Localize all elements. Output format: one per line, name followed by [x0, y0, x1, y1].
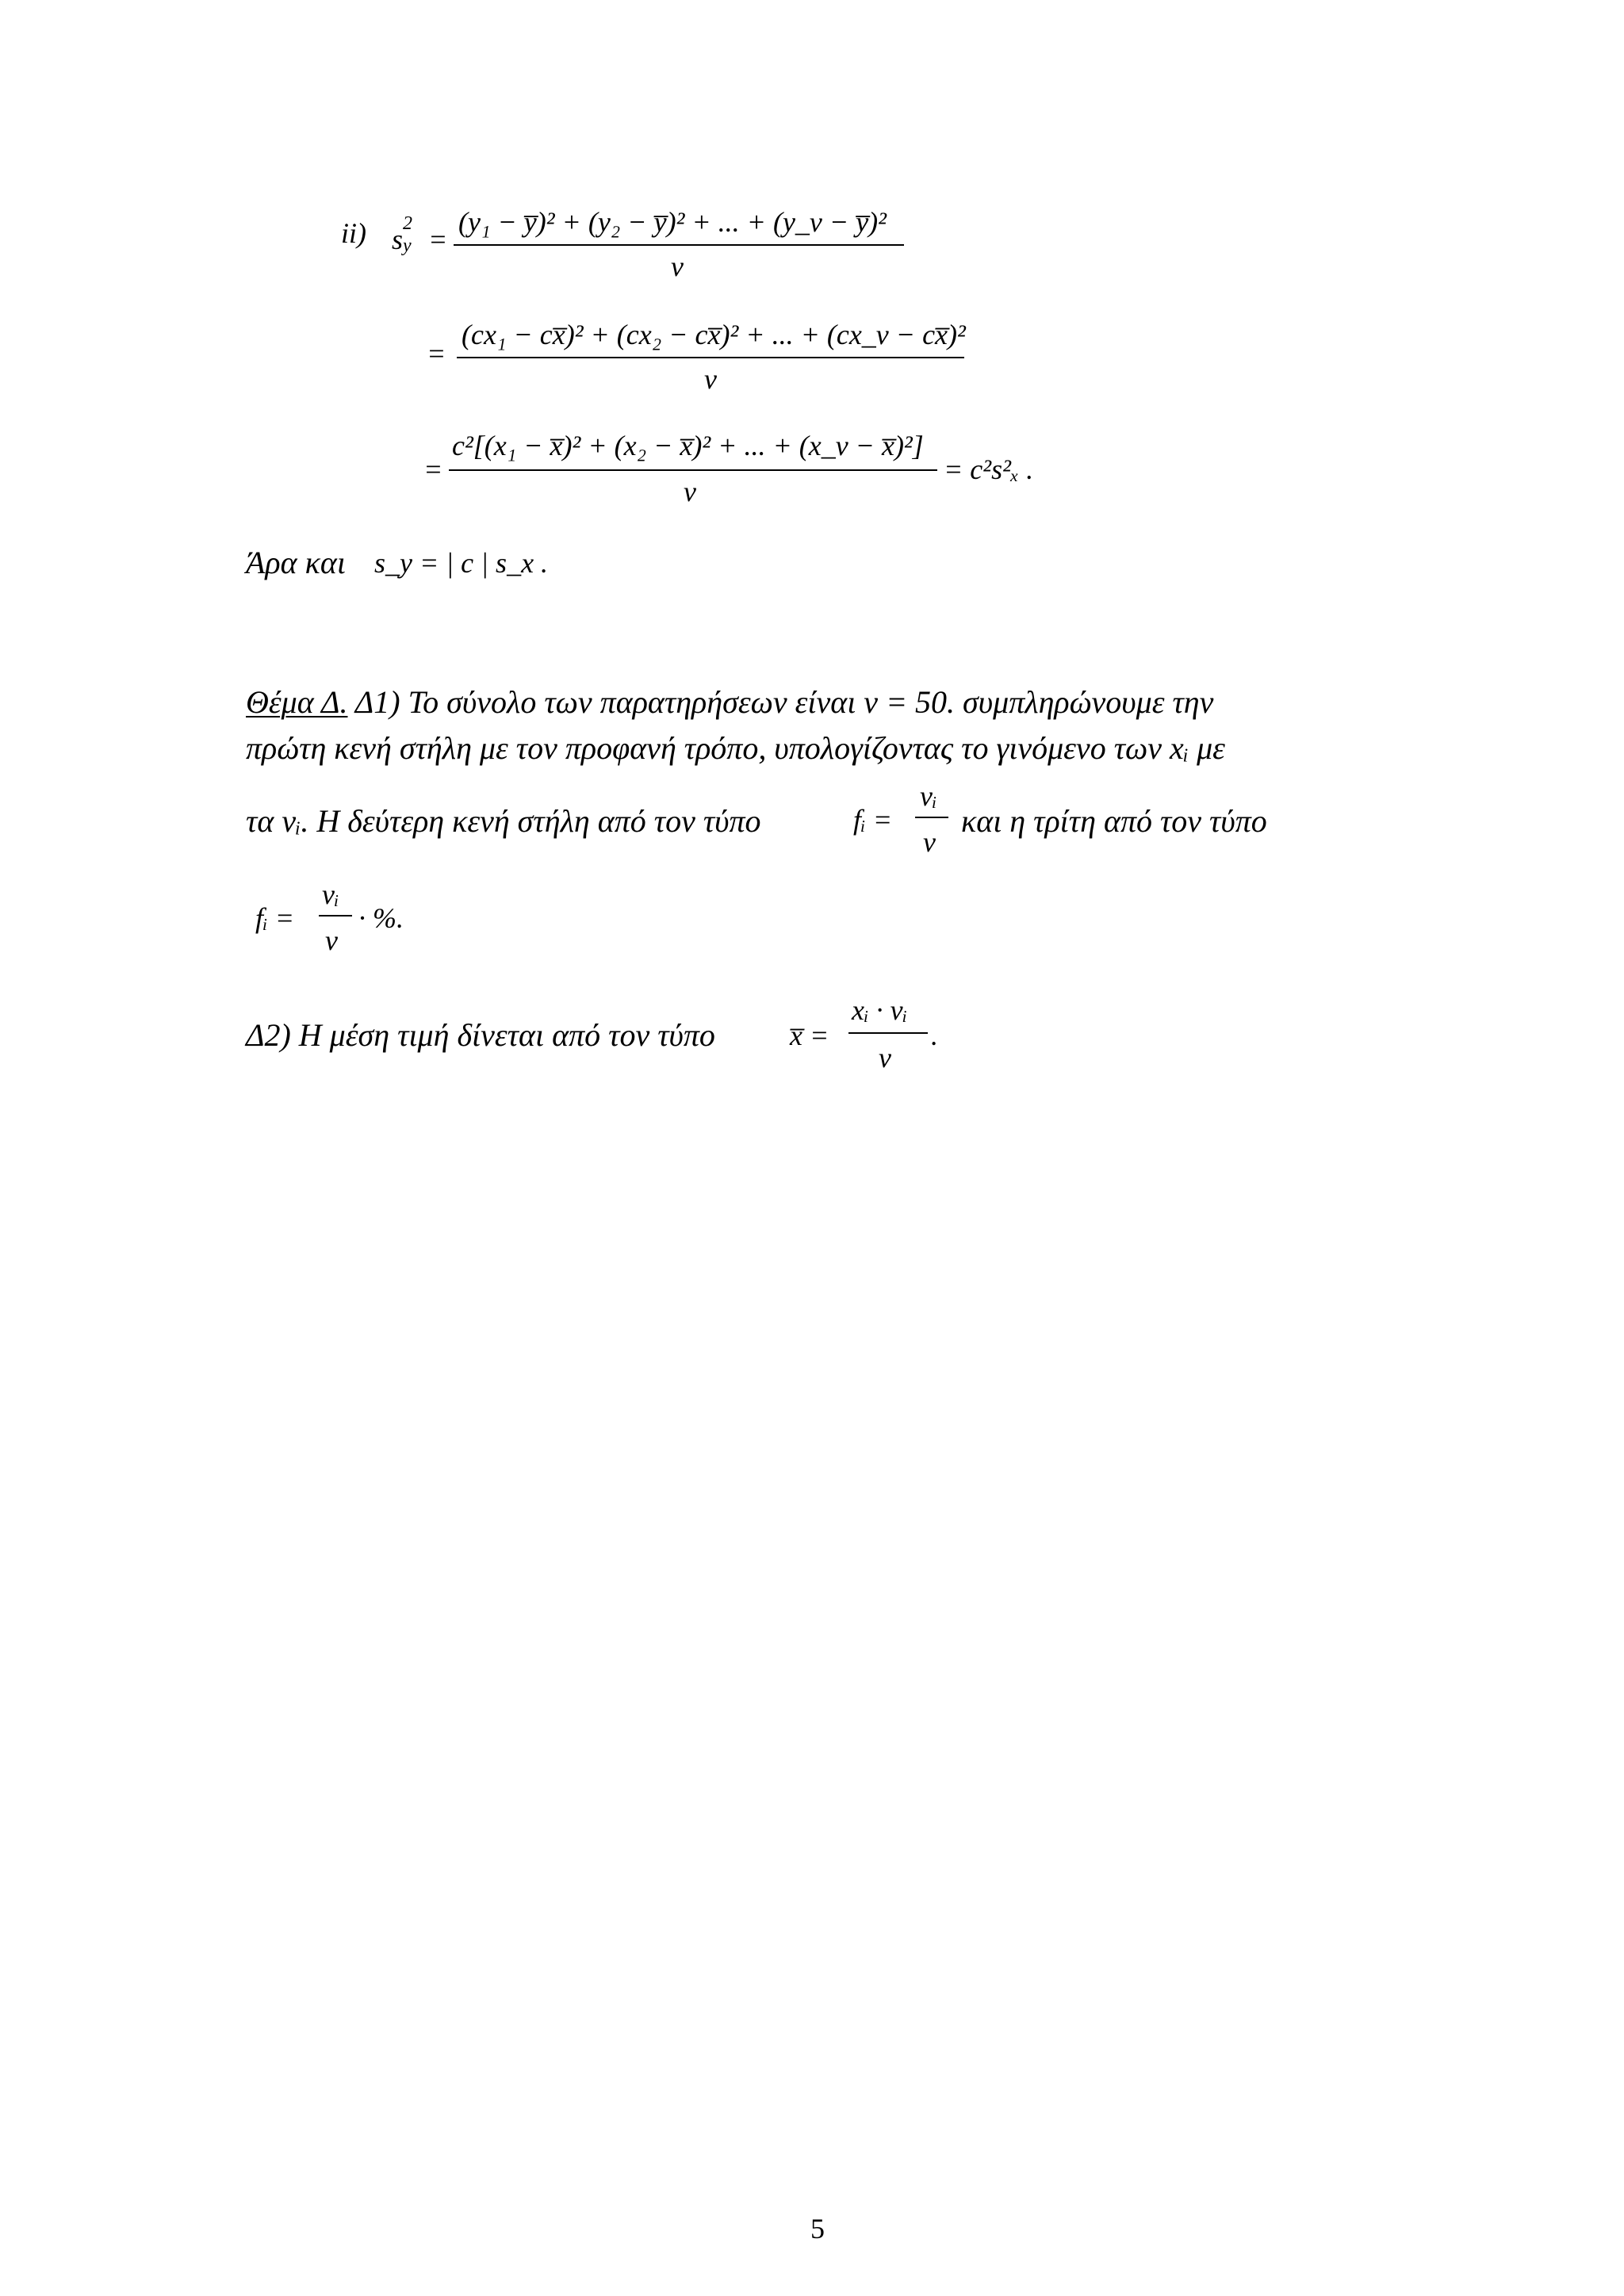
- theme-d2-text: Δ2) Η μέση τιμή δίνεται από τον τύπο: [246, 1017, 715, 1053]
- fraction-denominator-3: ν: [684, 476, 696, 507]
- equals-sign-3: =: [423, 453, 443, 485]
- conclusion-text: Άρα και: [246, 545, 346, 580]
- equals-sign: =: [428, 224, 448, 255]
- mean-fraction-num: xᵢ · νᵢ: [852, 994, 908, 1026]
- percent-suffix: · %.: [358, 902, 404, 934]
- mean-fraction-bar: [848, 1032, 928, 1034]
- fraction-denominator-1: ν: [671, 251, 684, 282]
- theme-d-line-3b: και η τρίτη από τον τύπο: [961, 803, 1267, 839]
- inline-fraction-den-1: ν: [923, 826, 936, 858]
- fraction-numerator-2: (cx₁ − cx̅)² + (cx₂ − cx̅)² + ... + (cx_ν − cx̅)²: [462, 319, 966, 350]
- result-expression: = c²s²ₓ .: [944, 453, 1034, 485]
- theme-heading: Θέμα Δ.: [246, 684, 348, 720]
- fraction-numerator-3: c²[(x₁ − x̅)² + (x₂ − x̅)² + ... + (x_ν − x̅)²]: [452, 430, 924, 461]
- mean-fraction-den: ν: [879, 1042, 891, 1073]
- inline-fraction-bar-1: [915, 817, 948, 818]
- equals-sign-2: =: [427, 338, 446, 369]
- mean-lhs: x̅ =: [790, 1020, 829, 1051]
- inline-fraction-num-2: νᵢ: [322, 878, 339, 910]
- fraction-bar-1: [454, 244, 904, 246]
- fraction-bar-3: [449, 469, 937, 471]
- proof-label: ii): [341, 217, 366, 249]
- theme-d-line-3a: τα νᵢ. Η δεύτερη κενή στήλη από τον τύπο: [246, 803, 761, 839]
- percent-frequency-lhs: fᵢ =: [255, 902, 294, 934]
- variance-symbol: s 2 y: [392, 213, 413, 256]
- relative-frequency-lhs: fᵢ =: [853, 804, 892, 836]
- theme-d-line-1: Θέμα Δ. Δ1) Το σύνολο των παρατηρήσεων είναι ν = 50. συμπληρώνουμε την: [246, 684, 1214, 720]
- conclusion-formula: s_y = | c | s_x .: [374, 547, 549, 579]
- inline-fraction-bar-2: [319, 915, 352, 916]
- fraction-numerator-1: (y₁ − y̅)² + (y₂ − y̅)² + ... + (y_ν − y̅)²: [458, 206, 887, 238]
- inline-fraction-den-2: ν: [325, 924, 338, 956]
- fraction-denominator-2: ν: [704, 363, 717, 395]
- fraction-bar-2: [457, 357, 964, 358]
- mean-period: .: [931, 1020, 938, 1051]
- theme-d-line-2: πρώτη κενή στήλη με τον προφανή τρόπο, υπολογίζοντας το γινόμενο των xᵢ με: [246, 730, 1225, 766]
- inline-fraction-num-1: νᵢ: [920, 780, 937, 812]
- page-number: 5: [810, 2213, 825, 2244]
